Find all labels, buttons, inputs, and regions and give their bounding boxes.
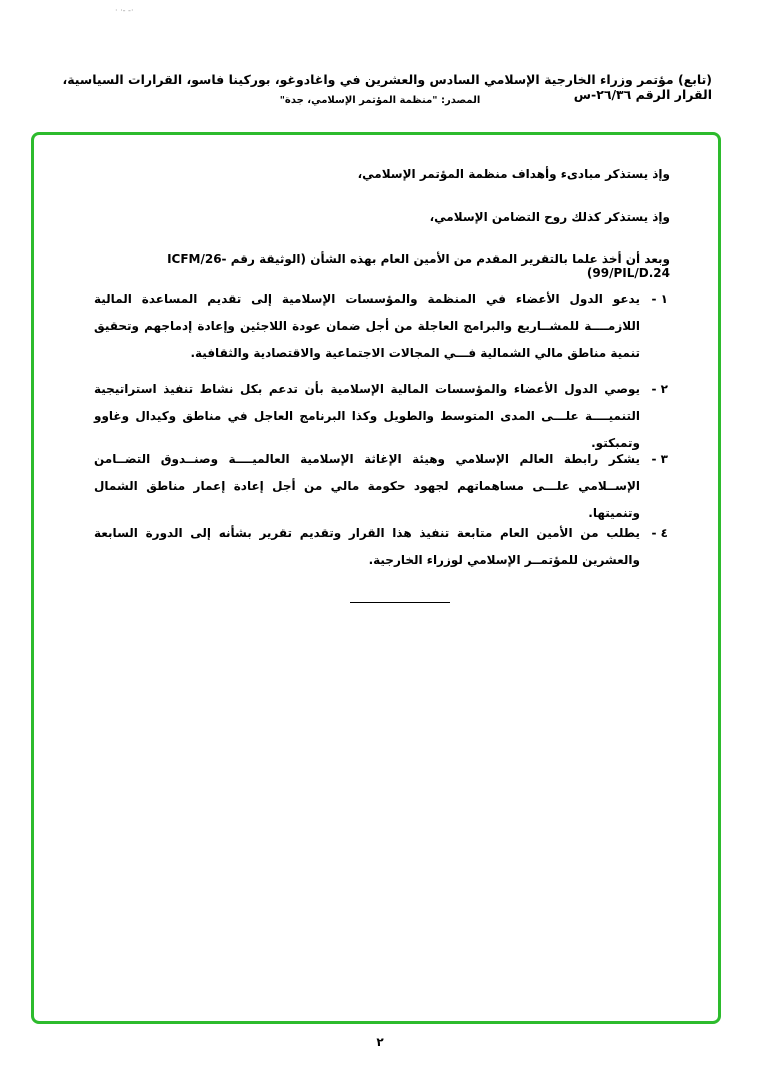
operative-clause (94, 520, 668, 574)
page-number: ٢ (376, 1035, 384, 1049)
clause-number: ١ - (651, 292, 668, 306)
preamble-text: بالتقرير المقدم من الأمين العام بهذه الشأن (الوثيقة رقم ICFM/26-99/PIL/D.24) (167, 252, 670, 280)
scan-specks: · ·- -· (115, 6, 134, 15)
preamble-keyword: وإذ يستذكر (605, 167, 670, 181)
preamble-paragraph (90, 167, 670, 181)
preamble-keyword: وإذ يستذكر (605, 210, 670, 224)
preamble-paragraph (90, 252, 670, 280)
clause-text: رابطة العالم الإسلامي وهيئة الإغاثة الإسلامية العالميــــة وصنــدوق التضــامن الإســلامي علـــى مساهماتهم لجهود حكومة مالي من أجل إعادة إعمار مناطق الشمال وتنميتها. (94, 452, 640, 520)
preamble-paragraph (90, 210, 670, 224)
clause-text: من الأمين العام متابعة تنفيذ هذا القرار وتقديم تقرير بشأنه إلى الدورة السابعة والعشرين للمؤتمــر الإسلامي لوزراء الخارجية. (94, 526, 640, 567)
clause-keyword: يشكر (608, 452, 640, 466)
operative-clause (94, 376, 668, 457)
operative-clause (94, 286, 668, 367)
clause-keyword: يدعو (612, 292, 640, 306)
document-header-title: (تابع) مؤتمر وزراء الخارجية الإسلامي السادس والعشرين في واغادوغو، بوركينا فاسو، القرارات السياسية، القرار الرقم ٢٦/٣٦-س (62, 72, 712, 102)
clause-keyword: يوصي (604, 382, 640, 396)
clause-number: ٢ - (651, 382, 668, 396)
preamble-text: كذلك روح التضامن الإسلامي، (429, 210, 606, 224)
clause-text: الدول الأعضاء في المنظمة والمؤسسات الإسلامية إلى تقديم المساعدة المالية اللازمــــة للمشــاريع والبرامج العاجلة من أجل ضمان عودة اللاجئين وإعادة إدماجهم وتحقيق تنمية مناطق مالي الشمالية فـــي المجالات الاجتماعية والاقتصادية والثقافية. (94, 292, 640, 360)
clause-keyword: يطلب (606, 526, 640, 540)
preamble-keyword: وبعد أن أخذ علما (572, 252, 670, 266)
operative-clause (94, 446, 668, 527)
clause-number: ٤ - (651, 526, 668, 540)
clause-text: الدول الأعضاء والمؤسسات المالية الإسلامية بأن تدعم بكل نشاط تنفيذ استراتيجية التنميــــة علـــى المدى المتوسط والطويل وكذا البرنامج العاجل في مناطق وكيدال وغاوو وتمبكتو. (94, 382, 640, 450)
clause-number: ٣ - (651, 452, 668, 466)
preamble-text: مبادىء وأهداف منظمة المؤتمر الإسلامي، (357, 167, 606, 181)
document-source: المصدر: "منظمة المؤتمر الإسلامي، جدة" (279, 95, 481, 106)
end-divider (350, 602, 450, 603)
